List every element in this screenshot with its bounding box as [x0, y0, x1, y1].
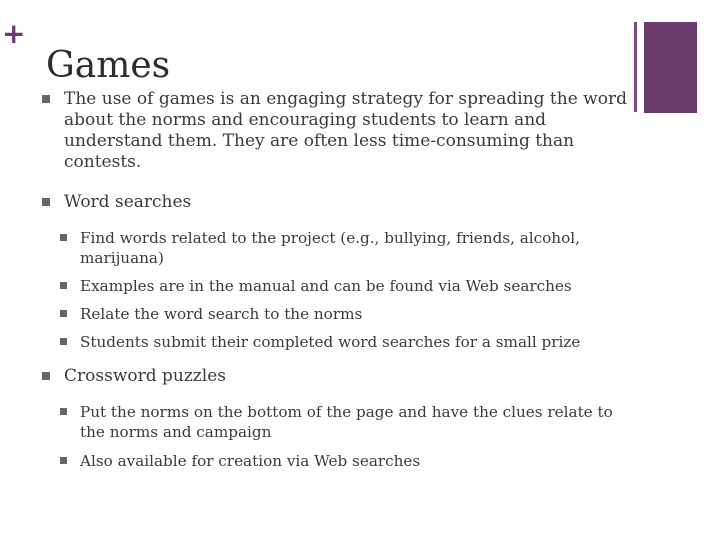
- slide-title: Games: [46, 45, 171, 86]
- bullet-item: [42, 192, 632, 213]
- square-bullet-icon: [60, 338, 67, 345]
- bullet-item: [42, 366, 632, 387]
- slide-body: [42, 89, 632, 471]
- sub-bullet-text: Put the norms on the bottom of the page and have the clues relate to the norms and campaign: [80, 403, 613, 441]
- sub-bullet-text: Students submit their completed word searches for a small prize: [80, 333, 581, 351]
- square-bullet-icon: [60, 282, 67, 289]
- square-bullet-icon: [60, 408, 67, 415]
- square-bullet-icon: [60, 234, 67, 241]
- accent-bar-wide: [644, 22, 697, 113]
- bullet-text: Word searches: [64, 192, 192, 212]
- sub-bullet-item: [42, 451, 632, 471]
- accent-bar-thin: [634, 22, 637, 112]
- bullet-item: [42, 89, 632, 173]
- square-bullet-icon: [42, 372, 50, 380]
- sub-bullet-text: Examples are in the manual and can be found via Web searches: [80, 277, 572, 295]
- bullet-text: Crossword puzzles: [64, 366, 226, 386]
- square-bullet-icon: [60, 310, 67, 317]
- sub-bullet-item: [42, 332, 632, 352]
- square-bullet-icon: [42, 95, 50, 103]
- sub-bullet-text: Relate the word search to the norms: [80, 305, 363, 323]
- sub-bullet-text: Find words related to the project (e.g., bullying, friends, alcohol, marijuana): [80, 229, 580, 267]
- sub-bullet-item: [42, 304, 632, 324]
- sub-bullet-item: [42, 228, 632, 268]
- sub-bullet-item: [42, 276, 632, 296]
- sub-bullet-text: Also available for creation via Web searches: [80, 452, 421, 470]
- sub-bullet-item: [42, 402, 632, 442]
- square-bullet-icon: [42, 198, 50, 206]
- bullet-text: The use of games is an engaging strategy for spreading the word about the norms and encouraging students to learn and understand them. They are often less time-consuming than contests.: [64, 89, 627, 172]
- plus-marker-icon: +: [2, 17, 26, 50]
- square-bullet-icon: [60, 457, 67, 464]
